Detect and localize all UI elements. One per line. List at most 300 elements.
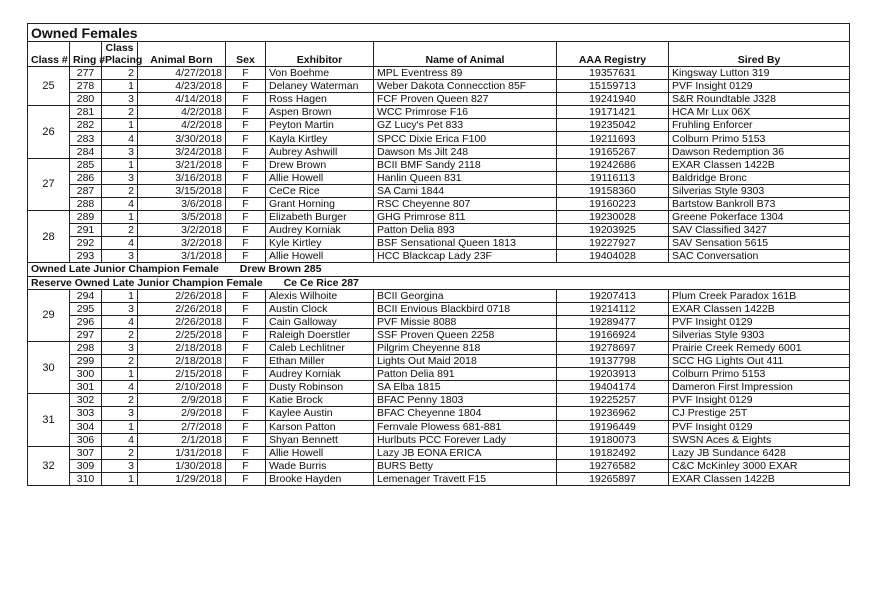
col-registry: AAA Registry: [557, 42, 669, 67]
sex: F: [226, 315, 266, 328]
ring-number: 288: [70, 197, 102, 210]
animal-born: 1/30/2018: [138, 459, 226, 472]
sired-by: PVF Insight 0129: [669, 315, 850, 328]
animal-born: 1/31/2018: [138, 446, 226, 459]
sired-by: Silverias Style 9303: [669, 184, 850, 197]
animal-name: BFAC Penny 1803: [374, 394, 557, 407]
animal-name: Lemenager Travett F15: [374, 472, 557, 485]
sex: F: [226, 420, 266, 433]
aaa-registry: 19276582: [557, 459, 669, 472]
table-row: [28, 158, 850, 171]
col-class: Class #: [28, 42, 70, 67]
animal-born: 3/2/2018: [138, 224, 226, 237]
animal-name: PVF Missie 8088: [374, 315, 557, 328]
class-placing: 1: [102, 472, 138, 485]
table-row: [28, 184, 850, 197]
table-row: [28, 381, 850, 394]
aaa-registry: 19166924: [557, 328, 669, 341]
sired-by: CJ Prestige 25T: [669, 407, 850, 420]
animal-name: BCII BMF Sandy 2118: [374, 158, 557, 171]
ring-number: 291: [70, 224, 102, 237]
animal-born: 4/14/2018: [138, 93, 226, 106]
animal-born: 3/5/2018: [138, 211, 226, 224]
class-placing: 3: [102, 341, 138, 354]
sex: F: [226, 302, 266, 315]
table-row: [28, 420, 850, 433]
ring-number: 282: [70, 119, 102, 132]
sex: F: [226, 80, 266, 93]
sired-by: Bartstow Bankroll B73: [669, 197, 850, 210]
sired-by: SAC Conversation: [669, 250, 850, 263]
animal-born: 3/16/2018: [138, 171, 226, 184]
aaa-registry: 19404028: [557, 250, 669, 263]
ring-number: 295: [70, 302, 102, 315]
table-row: [28, 315, 850, 328]
sired-by: Greene Pokerface 1304: [669, 211, 850, 224]
sex: F: [226, 381, 266, 394]
sired-by: Colburn Primo 5153: [669, 368, 850, 381]
class-placing: 1: [102, 80, 138, 93]
class-placing: 3: [102, 250, 138, 263]
sired-by: SWSN Aces & Eights: [669, 433, 850, 446]
aaa-registry: 19241940: [557, 93, 669, 106]
champion-body: [28, 263, 850, 289]
sex: F: [226, 145, 266, 158]
aaa-registry: 19116113: [557, 171, 669, 184]
sired-by: SAV Classified 3427: [669, 224, 850, 237]
sheet-title: Owned Females: [28, 24, 850, 42]
sired-by: PVF Insight 0129: [669, 394, 850, 407]
animal-name: BURS Betty: [374, 459, 557, 472]
exhibitor-name: Kyle Kirtley: [266, 237, 374, 250]
sex: F: [226, 67, 266, 80]
animal-name: FCF Proven Queen 827: [374, 93, 557, 106]
reserve-row: [28, 276, 850, 289]
class-number: 31: [28, 394, 70, 446]
table-row: [28, 355, 850, 368]
class-placing: 1: [102, 119, 138, 132]
sex: F: [226, 171, 266, 184]
sired-by: Prairie Creek Remedy 6001: [669, 341, 850, 354]
aaa-registry: 19227927: [557, 237, 669, 250]
class-placing: 3: [102, 93, 138, 106]
class-number: 25: [28, 67, 70, 106]
reserve-value: Ce Ce Rice 287: [283, 276, 359, 289]
animal-born: 2/7/2018: [138, 420, 226, 433]
class-number: 26: [28, 106, 70, 158]
sex: F: [226, 132, 266, 145]
animal-born: 4/2/2018: [138, 106, 226, 119]
animal-name: BFAC Cheyenne 1804: [374, 407, 557, 420]
ring-number: 304: [70, 420, 102, 433]
animal-name: Pilgrim Cheyenne 818: [374, 341, 557, 354]
table-row: [28, 250, 850, 263]
animal-born: 3/6/2018: [138, 197, 226, 210]
aaa-registry: 19357631: [557, 67, 669, 80]
exhibitor-name: Aspen Brown: [266, 106, 374, 119]
exhibitor-name: Delaney Waterman: [266, 80, 374, 93]
sired-by: Fruhling Enforcer: [669, 119, 850, 132]
aaa-registry: 19207413: [557, 289, 669, 302]
sex: F: [226, 93, 266, 106]
animal-name: Fernvale Plowess 681-881: [374, 420, 557, 433]
exhibitor-name: Allie Howell: [266, 250, 374, 263]
class-placing: 2: [102, 394, 138, 407]
sex: F: [226, 197, 266, 210]
aaa-registry: 19214112: [557, 302, 669, 315]
animal-born: 2/15/2018: [138, 368, 226, 381]
class-placing: 4: [102, 237, 138, 250]
table-row: [28, 302, 850, 315]
exhibitor-name: Dusty Robinson: [266, 381, 374, 394]
col-exhibitor: Exhibitor: [266, 42, 374, 67]
col-ring: Ring #: [70, 42, 102, 67]
animal-born: 2/26/2018: [138, 302, 226, 315]
aaa-registry: 19230028: [557, 211, 669, 224]
animal-born: 3/1/2018: [138, 250, 226, 263]
class-placing: 2: [102, 328, 138, 341]
ring-number: 310: [70, 472, 102, 485]
sired-by: Dawson Redemption 36: [669, 145, 850, 158]
aaa-registry: 19203913: [557, 368, 669, 381]
exhibitor-name: Audrey Korniak: [266, 224, 374, 237]
sired-by: C&C McKinley 3000 EXAR: [669, 459, 850, 472]
sired-by: EXAR Classen 1422B: [669, 158, 850, 171]
animal-born: 2/9/2018: [138, 394, 226, 407]
class-placing: 4: [102, 433, 138, 446]
table-row: [28, 472, 850, 485]
animal-name: GZ Lucy's Pet 833: [374, 119, 557, 132]
table-row: [28, 459, 850, 472]
animal-born: 2/18/2018: [138, 341, 226, 354]
animal-born: 4/27/2018: [138, 67, 226, 80]
ring-number: 293: [70, 250, 102, 263]
animal-born: 2/25/2018: [138, 328, 226, 341]
animal-name: WCC Primrose F16: [374, 106, 557, 119]
exhibitor-name: Raleigh Doerstler: [266, 328, 374, 341]
ring-number: 289: [70, 211, 102, 224]
exhibitor-name: Audrey Korniak: [266, 368, 374, 381]
ring-number: 286: [70, 171, 102, 184]
sired-by: Colburn Primo 5153: [669, 132, 850, 145]
class-placing: 2: [102, 355, 138, 368]
animal-name: Lights Out Maid 2018: [374, 355, 557, 368]
reserve-label: Reserve Owned Late Junior Champion Female: [31, 276, 263, 289]
ring-number: 281: [70, 106, 102, 119]
class-number: 30: [28, 341, 70, 393]
col-animal: Name of Animal: [374, 42, 557, 67]
ring-number: 280: [70, 93, 102, 106]
animal-born: 4/2/2018: [138, 119, 226, 132]
class-placing: 1: [102, 420, 138, 433]
sex: F: [226, 355, 266, 368]
aaa-registry: 19265897: [557, 472, 669, 485]
aaa-registry: 19225257: [557, 394, 669, 407]
class-placing: 1: [102, 368, 138, 381]
aaa-registry: 19160223: [557, 197, 669, 210]
sex: F: [226, 459, 266, 472]
sex: F: [226, 368, 266, 381]
aaa-registry: 19236962: [557, 407, 669, 420]
animal-born: 3/24/2018: [138, 145, 226, 158]
exhibitor-name: Caleb Lechlitner: [266, 341, 374, 354]
animal-name: MPL Eventress 89: [374, 67, 557, 80]
aaa-registry: 19211693: [557, 132, 669, 145]
table-row: [28, 211, 850, 224]
table-row: [28, 171, 850, 184]
aaa-registry: 19235042: [557, 119, 669, 132]
aaa-registry: 19203925: [557, 224, 669, 237]
class-number: 27: [28, 158, 70, 210]
col-sex: Sex: [226, 42, 266, 67]
table-row: [28, 341, 850, 354]
aaa-registry: 15159713: [557, 80, 669, 93]
ring-number: 297: [70, 328, 102, 341]
exhibitor-name: Ethan Miller: [266, 355, 374, 368]
sex: F: [226, 394, 266, 407]
ring-number: 283: [70, 132, 102, 145]
sired-by: EXAR Classen 1422B: [669, 472, 850, 485]
animal-born: 2/18/2018: [138, 355, 226, 368]
class-placing: 2: [102, 184, 138, 197]
champion-label: Owned Late Junior Champion Female: [31, 263, 219, 276]
class-placing: 3: [102, 145, 138, 158]
col-placing-bottom: Placing: [102, 54, 138, 67]
table-row: [28, 80, 850, 93]
sired-by: Kingsway Lutton 319: [669, 67, 850, 80]
table-row: [28, 446, 850, 459]
animal-name: BSF Sensational Queen 1813: [374, 237, 557, 250]
ring-number: 296: [70, 315, 102, 328]
table-row: [28, 67, 850, 80]
table-row: [28, 394, 850, 407]
exhibitor-name: Kayla Kirtley: [266, 132, 374, 145]
class-placing: 1: [102, 211, 138, 224]
sired-by: S&R Roundtable J328: [669, 93, 850, 106]
aaa-registry: 19196449: [557, 420, 669, 433]
ring-number: 299: [70, 355, 102, 368]
table-row: [28, 237, 850, 250]
exhibitor-name: Karson Patton: [266, 420, 374, 433]
aaa-registry: 19158360: [557, 184, 669, 197]
animal-name: RSC Cheyenne 807: [374, 197, 557, 210]
exhibitor-name: Grant Horning: [266, 197, 374, 210]
table-row: [28, 93, 850, 106]
class-number: 32: [28, 446, 70, 485]
aaa-registry: 19165267: [557, 145, 669, 158]
sex: F: [226, 106, 266, 119]
col-placing-top: Class: [102, 42, 138, 55]
exhibitor-name: Drew Brown: [266, 158, 374, 171]
ring-number: 287: [70, 184, 102, 197]
aaa-registry: 19242686: [557, 158, 669, 171]
ring-number: 307: [70, 446, 102, 459]
class-number: 28: [28, 211, 70, 263]
exhibitor-name: Alexis Wilhoite: [266, 289, 374, 302]
exhibitor-name: Katie Brock: [266, 394, 374, 407]
class-placing: 4: [102, 381, 138, 394]
animal-name: HCC Blackcap Lady 23F: [374, 250, 557, 263]
sired-by: SAV Sensation 5615: [669, 237, 850, 250]
animal-name: SA Cami 1844: [374, 184, 557, 197]
animal-name: GHG Primrose 811: [374, 211, 557, 224]
col-sired: Sired By: [669, 42, 850, 67]
class-placing: 3: [102, 407, 138, 420]
sex: F: [226, 184, 266, 197]
animal-name: Patton Delia 891: [374, 368, 557, 381]
table-row: [28, 132, 850, 145]
aaa-registry: 19137798: [557, 355, 669, 368]
ring-number: 300: [70, 368, 102, 381]
animal-name: Lazy JB EONA ERICA: [374, 446, 557, 459]
exhibitor-name: Allie Howell: [266, 171, 374, 184]
exhibitor-name: Peyton Martin: [266, 119, 374, 132]
table-row: [28, 368, 850, 381]
ring-number: 301: [70, 381, 102, 394]
ring-number: 309: [70, 459, 102, 472]
exhibitor-name: Aubrey Ashwill: [266, 145, 374, 158]
animal-born: 3/30/2018: [138, 132, 226, 145]
animal-name: SSF Proven Queen 2258: [374, 328, 557, 341]
animal-name: Weber Dakota Connecction 85F: [374, 80, 557, 93]
sired-by: HCA Mr Lux 06X: [669, 106, 850, 119]
animal-name: BCII Envious Blackbird 0718: [374, 302, 557, 315]
exhibitor-name: Allie Howell: [266, 446, 374, 459]
ring-number: 294: [70, 289, 102, 302]
aaa-registry: 19278697: [557, 341, 669, 354]
exhibitor-name: CeCe Rice: [266, 184, 374, 197]
animal-born: 2/26/2018: [138, 315, 226, 328]
sired-by: PVF Insight 0129: [669, 420, 850, 433]
exhibitor-name: Ross Hagen: [266, 93, 374, 106]
class-placing: 3: [102, 459, 138, 472]
sex: F: [226, 158, 266, 171]
table-row: [28, 433, 850, 446]
champion-value: Drew Brown 285: [239, 263, 322, 276]
sex: F: [226, 237, 266, 250]
class-placing: 2: [102, 106, 138, 119]
animal-born: 3/15/2018: [138, 184, 226, 197]
animal-born: 3/21/2018: [138, 158, 226, 171]
table-row: [28, 328, 850, 341]
header-row-top: [28, 42, 850, 55]
sired-by: Lazy JB Sundance 6428: [669, 446, 850, 459]
class-placing: 3: [102, 302, 138, 315]
class-placing: 2: [102, 446, 138, 459]
sex: F: [226, 472, 266, 485]
sex: F: [226, 224, 266, 237]
sex: F: [226, 328, 266, 341]
class-placing: 2: [102, 224, 138, 237]
animal-name: Hanlin Queen 831: [374, 171, 557, 184]
table-row: [28, 145, 850, 158]
table-row: [28, 224, 850, 237]
exhibitor-name: Elizabeth Burger: [266, 211, 374, 224]
show-results-sheet: [27, 23, 849, 486]
animal-name: BCII Georgina: [374, 289, 557, 302]
aaa-registry: 19180073: [557, 433, 669, 446]
sex: F: [226, 407, 266, 420]
animal-born: 2/9/2018: [138, 407, 226, 420]
ring-number: 292: [70, 237, 102, 250]
animal-born: 2/26/2018: [138, 289, 226, 302]
col-born: Animal Born: [138, 42, 226, 67]
animal-born: 2/10/2018: [138, 381, 226, 394]
sex: F: [226, 433, 266, 446]
animal-name: Patton Delia 893: [374, 224, 557, 237]
class-placing: 4: [102, 132, 138, 145]
sired-by: EXAR Classen 1422B: [669, 302, 850, 315]
sired-by: Dameron First Impression: [669, 381, 850, 394]
sired-by: Baldridge Bronc: [669, 171, 850, 184]
group-2-body: [28, 289, 850, 485]
ring-number: 302: [70, 394, 102, 407]
aaa-registry: 19404174: [557, 381, 669, 394]
table-row: [28, 106, 850, 119]
exhibitor-name: Austin Clock: [266, 302, 374, 315]
sex: F: [226, 289, 266, 302]
aaa-registry: 19289477: [557, 315, 669, 328]
class-placing: 3: [102, 171, 138, 184]
animal-name: Dawson Ms Jilt 248: [374, 145, 557, 158]
ring-number: 298: [70, 341, 102, 354]
animal-born: 4/23/2018: [138, 80, 226, 93]
animal-born: 2/1/2018: [138, 433, 226, 446]
group-1-body: [28, 67, 850, 263]
champion-row: [28, 263, 850, 276]
ring-number: 303: [70, 407, 102, 420]
exhibitor-name: Von Boehme: [266, 67, 374, 80]
animal-born: 3/2/2018: [138, 237, 226, 250]
ring-number: 284: [70, 145, 102, 158]
ring-number: 306: [70, 433, 102, 446]
animal-name: SPCC Dixie Erica F100: [374, 132, 557, 145]
sex: F: [226, 341, 266, 354]
animal-born: 1/29/2018: [138, 472, 226, 485]
exhibitor-name: Brooke Hayden: [266, 472, 374, 485]
animal-name: SA Elba 1815: [374, 381, 557, 394]
exhibitor-name: Wade Burris: [266, 459, 374, 472]
table-row: [28, 289, 850, 302]
class-placing: 1: [102, 158, 138, 171]
table-row: [28, 197, 850, 210]
sex: F: [226, 446, 266, 459]
aaa-registry: 19171421: [557, 106, 669, 119]
exhibitor-name: Kaylee Austin: [266, 407, 374, 420]
sired-by: PVF Insight 0129: [669, 80, 850, 93]
sired-by: Silverias Style 9303: [669, 328, 850, 341]
sex: F: [226, 211, 266, 224]
class-number: 29: [28, 289, 70, 341]
aaa-registry: 19182492: [557, 446, 669, 459]
title-row: [28, 24, 850, 42]
class-placing: 4: [102, 197, 138, 210]
sired-by: SCC HG Lights Out 411: [669, 355, 850, 368]
owned-females-table: [27, 23, 850, 486]
ring-number: 285: [70, 158, 102, 171]
class-placing: 2: [102, 67, 138, 80]
exhibitor-name: Shyan Bennett: [266, 433, 374, 446]
table-row: [28, 407, 850, 420]
ring-number: 278: [70, 80, 102, 93]
sex: F: [226, 250, 266, 263]
ring-number: 277: [70, 67, 102, 80]
exhibitor-name: Cain Galloway: [266, 315, 374, 328]
table-row: [28, 119, 850, 132]
class-placing: 4: [102, 315, 138, 328]
sex: F: [226, 119, 266, 132]
animal-name: Hurlbuts PCC Forever Lady: [374, 433, 557, 446]
